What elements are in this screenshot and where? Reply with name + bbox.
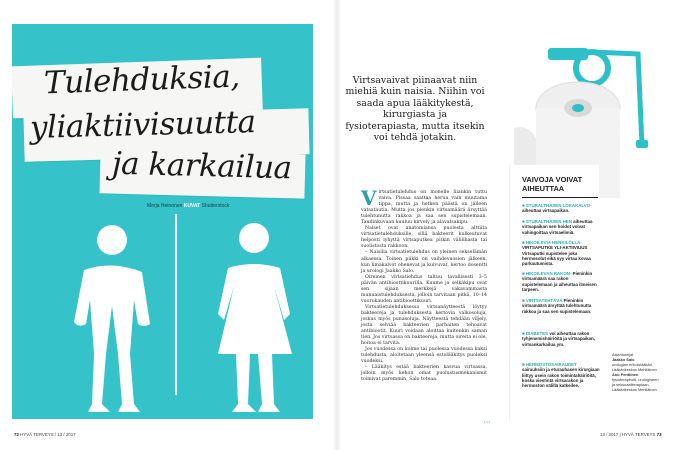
sidebar-item: ■ HIKOILEVAN RAKON- Pieninkin virtsamäärä saa rakon supistelemaan ja aiheuttaa ilmeisen tarpeen. <box>522 271 597 292</box>
sidebar-rule <box>522 197 598 198</box>
left-page-number: 72 <box>14 432 19 437</box>
caption-person-1: Jaakko Salo <box>612 357 635 362</box>
expert-caption <box>612 352 660 392</box>
right-folio <box>600 432 662 437</box>
article-title-line-2: yliaktiivisuutta <box>29 104 256 146</box>
body-paragraph: Virtsatietulehduksessa virtsanäytteestä löytyy bakteereja ja tulehduksesta kertovia valkosoluja, joskus myös punasoluja. Näytteestä tehdään viljely, josta selviää bakteerien parhaiten tehoavat antibiootit. Kuuri voidaan aloittaa kuitenkin saman tien. Jos virtsassa on bakteereja, mutta oireita ei ole, hoitoa ei tarvita. <box>361 304 487 347</box>
left-folio-text: HYVÄ TERVEYS / 13 / 2017 <box>20 432 76 437</box>
left-folio <box>14 432 76 437</box>
caption-person-2: Anu Penttinen <box>612 372 639 377</box>
bullet-icon: ■ <box>522 219 526 224</box>
byline-tag: KUVAT <box>183 203 201 209</box>
sidebar-item: ■ STURALTHASEN HEN aiheuttaa virtsapaikan sen hoidot voivat vahingoittaa virtsaelimiä. <box>522 219 593 235</box>
right-folio-text: 13 / 2017 | HYVÄ TERVEYS <box>600 432 656 437</box>
article-title-line-1: Tulehduksia, <box>43 58 241 102</box>
pull-quote: Virtsavaivat piinaavat niin miehiä kuin naisia. Niihin voi saada apua lääkitykestä, kirurgiasta ja fysioterapiasta, mutta itsekin voi tehdä jotakin. <box>345 75 485 144</box>
bullet-icon: ■ <box>522 298 526 303</box>
body-paragraph: Naiset ovat anatomiansa puolesta alttiita virtsatietulehduksille, sillä bakteerit kulkeutuvat helposti lyhyttä virtsaputkea pitkin välilihasta tai suolistosta rakkoon. <box>361 226 487 250</box>
right-page-number: 73 <box>656 432 662 437</box>
body-paragraph: – Lääkitys estää bakteerien kasvua virtsassa, jolloin myös kehon omat puolustusmekanismit toimivat paremmin, Salo toteaa. <box>361 365 487 383</box>
body-paragraph: – Naisilla virtsatietulehdus on yleinen sekselämän alkaessa. Toinen piikki on vaihdevuosien jälkeen, kun limakalvot ohenevat ja kuivuvat, kertoo dosentti ja urologi Jaakko Salo. <box>361 250 487 274</box>
figure-divider <box>175 214 177 395</box>
byline-author: Merja Heinonen <box>147 203 183 209</box>
body-paragraph: Oireinen virtsatiehdus taltuu tavallisesti 3–5 päivän antibioottikuurilla. Kuume ja selkäkipu ovat sen sijaan merkkejä vakavammasta munuaistulehduksesta, jolloin tarvitaan pitkä, 10–14 vuorokauden antibioottikuuri. <box>361 274 487 304</box>
sidebar-title: VAIVOJA VOIVAT AIHEUTTAA <box>522 175 583 193</box>
caption-label: Asiantuntijat <box>612 352 634 357</box>
bullet-icon: ■ <box>522 331 526 336</box>
sidebar-item: ■ HERMOSTOSAIRAUDET sairauksiin ja eturauhasen kirurgiaan liittyy usein rakon toimintahäiriöitä, koska viestintä virtsarakon ja hermoston välillä katkeilee. <box>522 362 600 389</box>
sidebar-item: ■ STURALTHASEN LOKAKALVO- aiheuttaa virtsapaikan. <box>522 203 592 214</box>
end-mark: ••• <box>484 419 492 424</box>
body-paragraph: Jos vuodessa on kolme tai puolessa vuodessa kaksi tulehdusta, aloitetaan yleensä estolääkitys puoleksi vuodeksi. <box>361 347 487 365</box>
bullet-icon: ■ <box>522 203 526 208</box>
body-paragraph: irtsatietulehdus on monelle liiankin tuttu vaiva. Pissaa saattaa herua vain muutama tippa, mutta ja hetken päästä on jälleen vatsatautia. Mutta jos pienkin virtsamäärä ärsyttää tulehtunutta rakkoa ja saa sen supistelemaan. Taudinkuvaan kuuluu kirvely ja alavatsakipu. <box>361 190 487 226</box>
sidebar-item: ■ HIKOILEVIA HENKILÖLLÄ- VIRTSAPUTKE YLI-AKTIIVIUUS Virtsaputki supistelee joka hermosolut eikä syy virtaa kovaa purkautumista. <box>522 240 591 267</box>
bullet-icon: ■ <box>522 271 526 276</box>
article-title-line-3: ja karkailua <box>111 145 293 187</box>
byline <box>147 203 229 209</box>
sidebar-item: ■ DIABETES voi aiheuttaa rakon tyhjenemishäiriöitä ja virtsapaikan, virtsankarkailua ym. <box>522 331 595 347</box>
bullet-icon: ■ <box>522 362 526 367</box>
caption-person-1-desc: urologian erikoislääkäri, Lääkärikeskus Mehiläinen <box>612 362 657 372</box>
sidebar-item: ■ VIRTSATEHTÄVÄ Pieninkin virtsamäärä ärsyttää tulehtunutta rakkoa ja saa sen supistelemaan. <box>522 298 592 314</box>
drop-cap: V <box>361 186 377 210</box>
bullet-icon: ■ <box>522 240 526 245</box>
page-gutter <box>333 0 341 450</box>
byline-credit: Shutterstock <box>201 203 230 209</box>
body-column <box>361 186 487 384</box>
caption-person-2-desc: fysioterapeutti, urologiseen ja seksuaaliterapiaan, Lääkärikeskus Mehiläinen <box>612 377 659 392</box>
